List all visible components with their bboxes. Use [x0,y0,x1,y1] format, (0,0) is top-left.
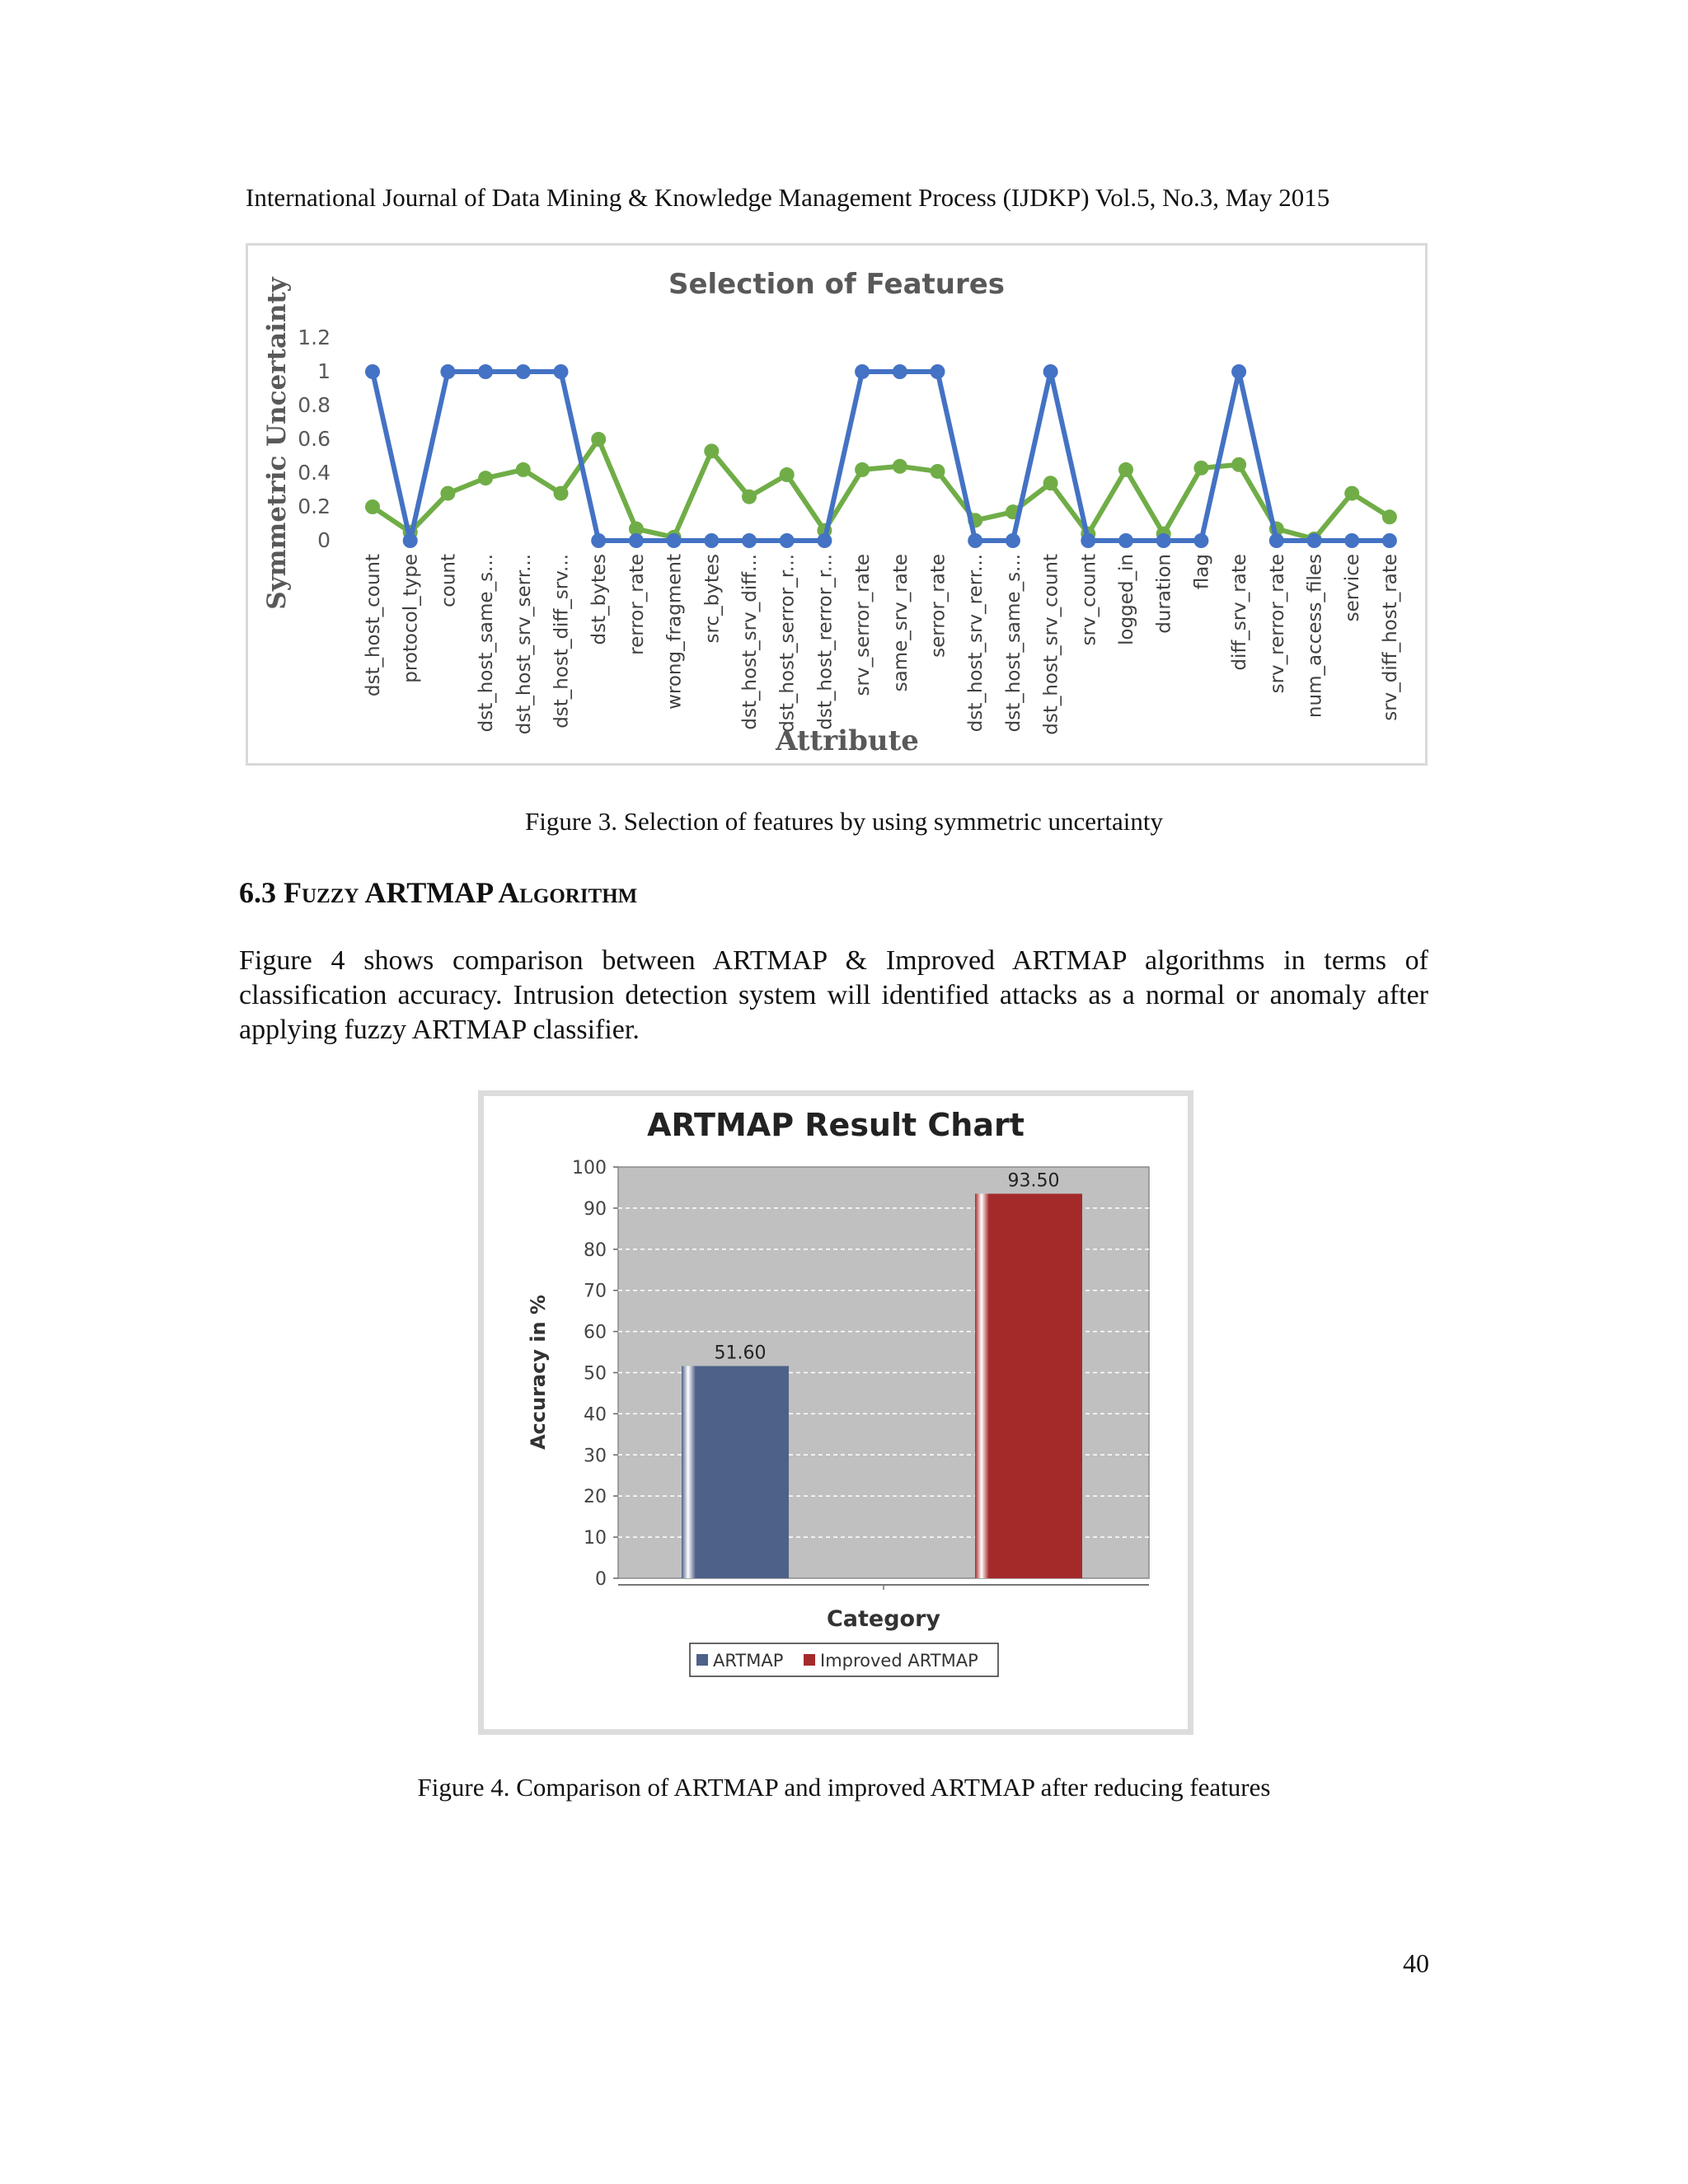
bar-value-label: 93.50 [1007,1170,1060,1192]
data-point [1231,364,1246,379]
x-tick-label: srv_diff_host_rate [1379,554,1401,721]
y-tick-label: 0.6 [298,427,331,451]
page-number: 40 [1403,1948,1429,1978]
figure-3-chart-frame [246,243,1428,766]
x-tick-label: dst_host_serror_r... [776,554,799,733]
series-line [373,372,1390,541]
x-tick-label: service [1342,554,1364,622]
y-tick-label: 1.2 [298,326,331,349]
y-tick-label: 20 [584,1487,607,1508]
data-point [1043,476,1058,490]
data-point [780,467,795,482]
x-tick-label: dst_host_count [363,554,384,697]
data-point [855,364,870,379]
y-tick-label: 10 [584,1528,607,1549]
data-point [629,533,644,548]
x-tick-label: srv_count [1078,554,1100,646]
x-tick-label: dst_host_rerror_r... [814,554,837,730]
figure-4-caption: Figure 4. Comparison of ARTMAP and improved ARTMAP after reducing features [417,1773,1271,1802]
data-point [1382,509,1397,524]
y-tick-label: 40 [584,1404,607,1426]
data-point [1269,533,1284,548]
x-tick-label: duration [1153,554,1175,634]
data-point [403,533,418,548]
y-tick-label: 90 [584,1198,607,1220]
data-point [742,533,757,548]
x-tick-label: src_bytes [701,554,724,644]
y-tick-label: 70 [584,1281,607,1302]
data-point [931,364,945,379]
data-point [893,364,907,379]
x-tick-label: serror_rate [927,554,950,658]
data-point [478,364,493,379]
x-axis-label: Category [826,1606,941,1632]
legend-label: ARTMAP [713,1651,784,1671]
figure-3-caption: Figure 3. Selection of features by using symmetric uncertainty [525,807,1163,836]
data-point [1193,461,1208,476]
x-tick-label: dst_host_srv_diff... [739,554,761,730]
chart-title: ARTMAP Result Chart [647,1107,1025,1143]
x-tick-label: dst_host_diff_srv... [551,554,573,729]
data-point [704,533,719,548]
data-point [893,459,907,474]
data-point [667,533,682,548]
legend-swatch [696,1654,708,1666]
data-point [1344,486,1359,501]
data-point [1043,364,1058,379]
y-tick-label: 0.4 [298,461,331,485]
chart-title: Selection of Features [668,268,1006,301]
data-point [931,464,945,479]
data-point [516,364,531,379]
x-tick-label: dst_host_same_s... [1002,554,1025,733]
legend-label: Improved ARTMAP [820,1651,978,1671]
y-tick-label: 80 [584,1240,607,1261]
artmap-result-chart [484,1096,1188,1729]
section-heading-text: 6.3 Fuzzy ARTMAP Algorithm [239,876,638,909]
data-point [591,432,606,447]
data-point [1118,462,1133,477]
y-tick-label: 100 [572,1158,607,1179]
x-tick-label: logged_in [1116,554,1137,645]
data-point [516,462,531,477]
x-tick-label: dst_host_srv_rerr... [965,554,987,733]
bar [682,1366,789,1578]
bar-value-label: 51.60 [714,1343,767,1364]
y-tick-label: 60 [584,1322,607,1343]
y-tick-label: 0.2 [298,494,331,518]
data-point [440,486,455,501]
x-tick-label: wrong_fragment [663,554,686,710]
x-tick-label: srv_rerror_rate [1266,554,1288,694]
data-point [1156,533,1171,548]
data-point [1118,533,1133,548]
figure-4-chart-frame [478,1090,1193,1735]
data-point [365,364,380,379]
section-heading [239,875,637,910]
data-point [591,533,606,548]
y-tick-label: 0 [595,1569,607,1590]
data-point [1193,533,1208,548]
bar [975,1193,1082,1578]
y-tick-label: 0 [317,528,331,552]
x-tick-label: srv_serror_rate [852,554,874,696]
x-tick-label: count [438,554,460,607]
data-point [1006,533,1020,548]
x-tick-label: diff_srv_rate [1229,554,1251,671]
data-point [554,364,569,379]
data-point [742,490,757,504]
selection-of-features-chart [248,246,1425,763]
x-tick-label: protocol_type [400,554,422,683]
y-axis-label: Symmetric Uncertainty [262,277,292,610]
y-tick-label: 50 [584,1363,607,1385]
data-point [440,364,455,379]
x-tick-label: num_access_files [1304,554,1326,719]
x-tick-label: rerror_rate [626,554,648,655]
series-line [373,439,1390,539]
running-header: International Journal of Data Mining & Knowledge Management Process (IJDKP) Vol.5, No.3, May 2015 [246,183,1330,212]
x-tick-label: dst_host_srv_serr... [513,554,535,735]
data-point [780,533,795,548]
data-point [478,471,493,485]
data-point [1081,533,1095,548]
data-point [855,462,870,477]
x-tick-label: same_srv_rate [889,554,912,692]
data-point [365,499,380,514]
x-tick-label: dst_bytes [588,554,611,645]
data-point [1231,457,1246,472]
legend-swatch [804,1654,815,1666]
x-axis-label: Attribute [776,724,919,757]
x-tick-label: dst_host_same_s... [476,554,498,733]
data-point [1344,533,1359,548]
body-paragraph: Figure 4 shows comparison between ARTMAP & Improved ARTMAP algorithms in terms of classification accuracy. Intrusion detection system will identified attacks as a normal or anomaly after applying fuzzy ARTMAP classifier. [239,945,1428,1045]
x-tick-label: dst_host_srv_count [1040,554,1062,735]
x-tick-label: flag [1191,554,1213,590]
y-tick-label: 1 [317,359,331,383]
data-point [554,486,569,501]
y-tick-label: 30 [584,1446,607,1467]
data-point [1382,533,1397,548]
y-axis-label: Accuracy in % [527,1294,550,1451]
data-point [704,443,719,458]
data-point [968,533,982,548]
data-point [817,533,832,548]
data-point [1307,533,1322,548]
y-tick-label: 0.8 [298,393,331,417]
